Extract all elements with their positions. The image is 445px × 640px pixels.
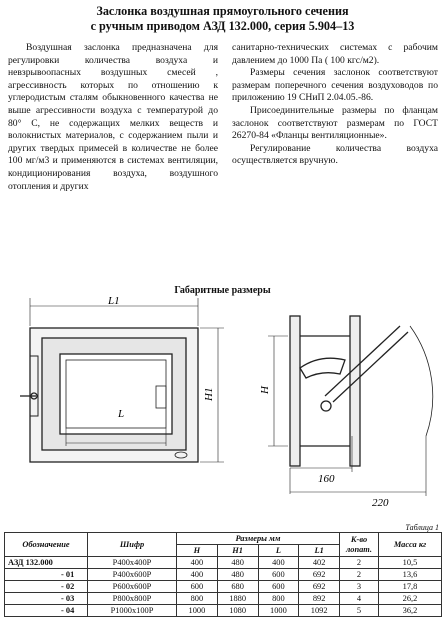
label-220: 220 — [372, 497, 389, 509]
label-H: H — [259, 386, 271, 394]
cell-blades: 4 — [340, 593, 379, 605]
cell-H: 400 — [177, 569, 218, 581]
cell-H1: 680 — [217, 581, 258, 593]
header-sizes: Размеры мм — [177, 533, 340, 545]
cell-H: 600 — [177, 581, 218, 593]
header-code: Шифр — [88, 533, 177, 557]
cell-blades: 3 — [340, 581, 379, 593]
cell-H1: 1880 — [217, 593, 258, 605]
cell-H: 1000 — [177, 605, 218, 617]
header-blades: К-во лопат. — [340, 533, 379, 557]
table-row — [5, 605, 442, 617]
cell-mass: 10,5 — [379, 557, 442, 569]
cell-designation: - 04 — [5, 605, 88, 617]
dimension-drawing — [0, 296, 445, 518]
cell-code: Р800х800Р — [88, 593, 177, 605]
section-title: Габаритные размеры — [174, 285, 271, 296]
cell-designation: АЗД 132.000 — [5, 557, 88, 569]
label-L1: L1 — [108, 296, 120, 307]
cell-L: 800 — [258, 593, 299, 605]
paragraph-pressure: санитарно-технических системах с рабочим давлением до 1000 Па ( 100 кгс/м2). — [232, 42, 438, 66]
header-H: H — [177, 545, 218, 557]
cell-H: 400 — [177, 557, 218, 569]
header-designation: Обозначение — [5, 533, 88, 557]
cell-L1: 1092 — [299, 605, 340, 617]
cell-H1: 1080 — [217, 605, 258, 617]
cell-L1: 692 — [299, 569, 340, 581]
cell-code: Р600х600Р — [88, 581, 177, 593]
cell-mass: 13,6 — [379, 569, 442, 581]
cell-L1: 402 — [299, 557, 340, 569]
cell-L: 1000 — [258, 605, 299, 617]
table-row — [5, 557, 442, 569]
cell-designation: - 01 — [5, 569, 88, 581]
table-row — [5, 593, 442, 605]
cell-H1: 480 — [217, 569, 258, 581]
paragraph-manual-regulation: Регулирование количества воздуха осуществляется вручную. — [232, 142, 438, 167]
cell-designation: - 02 — [5, 581, 88, 593]
left-text-column — [8, 42, 218, 193]
paragraph-flange-sizes: Присоединительные размеры по фланцам заслонок соответствуют размерам по ГОСТ 26270-84 «Фланцы вентиляционные». — [232, 104, 438, 142]
dimensions-table — [4, 532, 442, 617]
paragraph-section-sizes: Размеры сечения заслонок соответствуют размерам поперечного сечения воздуховодов по приложению 19 СНиП 2.04.05.-86. — [232, 67, 438, 104]
label-L: L — [118, 408, 125, 420]
cell-L1: 692 — [299, 581, 340, 593]
paragraph-purpose: Воздушная заслонка предназначена для регулировки количества воздуха и невзрывоопасных воздушных смесей , агрессивность которых по отношению к углеродистым сталям обыкновенного качества не выше агрессивности воздуха с температурой до 80° С, не содержащих мелких веществ и волокнистых материалов, с содержанием пыли и других твердых примесей в количестве не более 100 мг/м3 и применяются в системах вентиляции, кондиционирования воздуха, воздушного отопления и других — [8, 42, 218, 192]
header-H1: H1 — [217, 545, 258, 557]
cell-mass: 17,8 — [379, 581, 442, 593]
document-title-line2: с ручным приводом АЗД 132.000, серия 5.904–13 — [90, 19, 355, 33]
table-note: Таблица 1 — [405, 523, 439, 532]
cell-mass: 36,2 — [379, 605, 442, 617]
cell-mass: 26,2 — [379, 593, 442, 605]
cell-blades: 2 — [340, 557, 379, 569]
header-L1: L1 — [299, 545, 340, 557]
right-text-column — [232, 42, 438, 168]
cell-code: Р1000х100Р — [88, 605, 177, 617]
table-row — [5, 581, 442, 593]
label-H1: H1 — [203, 387, 215, 401]
cell-L: 600 — [258, 581, 299, 593]
header-L: L — [258, 545, 299, 557]
cell-designation: - 03 — [5, 593, 88, 605]
cell-L1: 892 — [299, 593, 340, 605]
table-row — [5, 569, 442, 581]
document-title-line1: Заслонка воздушная прямоугольного сечения — [96, 4, 349, 18]
cell-code: Р400х400Р — [88, 557, 177, 569]
header-mass: Масса кг — [379, 533, 442, 557]
cell-L: 600 — [258, 569, 299, 581]
cell-H1: 480 — [217, 557, 258, 569]
cell-H: 800 — [177, 593, 218, 605]
cell-code: Р400х600Р — [88, 569, 177, 581]
cell-blades: 5 — [340, 605, 379, 617]
cell-blades: 2 — [340, 569, 379, 581]
label-160: 160 — [318, 473, 335, 485]
cell-L: 400 — [258, 557, 299, 569]
